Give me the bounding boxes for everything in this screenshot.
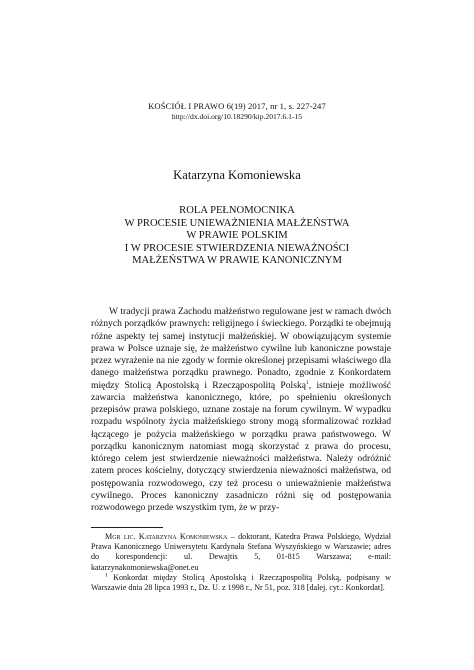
body-text-before-ref: W tradycji prawa Zachodu małżeństwo regulowane jest w ramach dwóch różnych porządków prawnych: religijnego i świeckiego. Porządki te obejmują różne aspekty tej samej instytucji małżeńskiej. W obowiązującym systemie prawa w Polsce uznaje się, że małżeństwo cywilne lub kanoniczne powstaje przez wyrażenie na nie zgody w formie określonej przepisami właściwego dla danego małżeństwa porządku prawnego. Ponadto, zgodnie z Konkordatem między Stolicą Apostolską i Rzecząpospolitą Polską bbox=[91, 306, 391, 391]
article-title bbox=[0, 205, 474, 268]
title-line: ROLA PEŁNOMOCNIKA bbox=[179, 205, 295, 216]
title-line: I W PROCESIE STWIERDZENIA NIEWAŻNOŚCI bbox=[124, 242, 350, 254]
title-line: MAŁŻEŃSTWA W PRAWIE KANONICZNYM bbox=[132, 255, 342, 267]
footnote-1 bbox=[91, 573, 391, 593]
footnotes bbox=[91, 532, 391, 593]
footnote-1-text: Konkordat między Stolicą Apostolską i Rzecząpospolitą Polską, podpisany w Warszawie dnia 28 lipca 1993 r., Dz. U. z 1998 r., Nr 51, poz. 318 [dalej. cyt.: Konkordat]. bbox=[91, 572, 391, 593]
author-footnote-text: – doktorant, Katedra Prawa Polskiego, Wydział Prawa Kanonicznego Uniwersytetu Kardynała Stefana Wyszyńskiego w Warszawie; adres do korespondencji: ul. Dewajtis 5, 01-815 Warszawa; e-mail: katarzynakomoniewska@onet.eu bbox=[91, 532, 392, 572]
body-text-after-ref: , istnieje możliwość zawarcia małżeństwa kanonicznego, które, po spełnieniu określonych przepisów prawa polskiego, uznane zostaje na forum cywilnym. W wypadku rozpadu wspólnoty życia małżeńskiego strony mogą sformalizować rozkład łączącego je pożycia małżeńskiego w porządku prawa państwowego. W porządku kanonicznym natomiast mogą skorzystać z prawa do procesu, którego celem jest stwierdzenie nieważności małżeństwa. Należy odróżnić zatem proces kościelny, dotyczący stwierdzenia nieważności małżeństwa, od postępowania rozwodowego, czy też procesu o unieważnienie małżeństwa cywilnego. Proces kanoniczny zasadniczo różni się od postępowania rozwodowego przede wszystkim tym, że w przy- bbox=[91, 379, 391, 513]
footnote-separator bbox=[91, 527, 163, 528]
body-paragraph bbox=[91, 306, 391, 514]
journal-citation: KOŚCIÓŁ I PRAWO 6(19) 2017, nr 1, s. 227-247 bbox=[148, 101, 326, 111]
author-name: Katarzyna Komoniewska bbox=[173, 168, 301, 182]
footnote-1-mark: 1 bbox=[105, 572, 108, 579]
author-footnote-name: Mgr lic. Katarzyna Komoniewska bbox=[105, 532, 228, 541]
body-text bbox=[91, 306, 391, 514]
doi-link[interactable]: http://dx.doi.org/10.18290/kip.2017.6.1-15 bbox=[171, 112, 303, 121]
footnote-ref: 1 bbox=[306, 379, 309, 386]
title-line: W PROCESIE UNIEWAŻNIENIA MAŁŻEŃSTWA bbox=[124, 217, 350, 229]
author-footnote bbox=[91, 532, 391, 573]
title-line: W PRAWIE POLSKIM bbox=[186, 230, 288, 242]
